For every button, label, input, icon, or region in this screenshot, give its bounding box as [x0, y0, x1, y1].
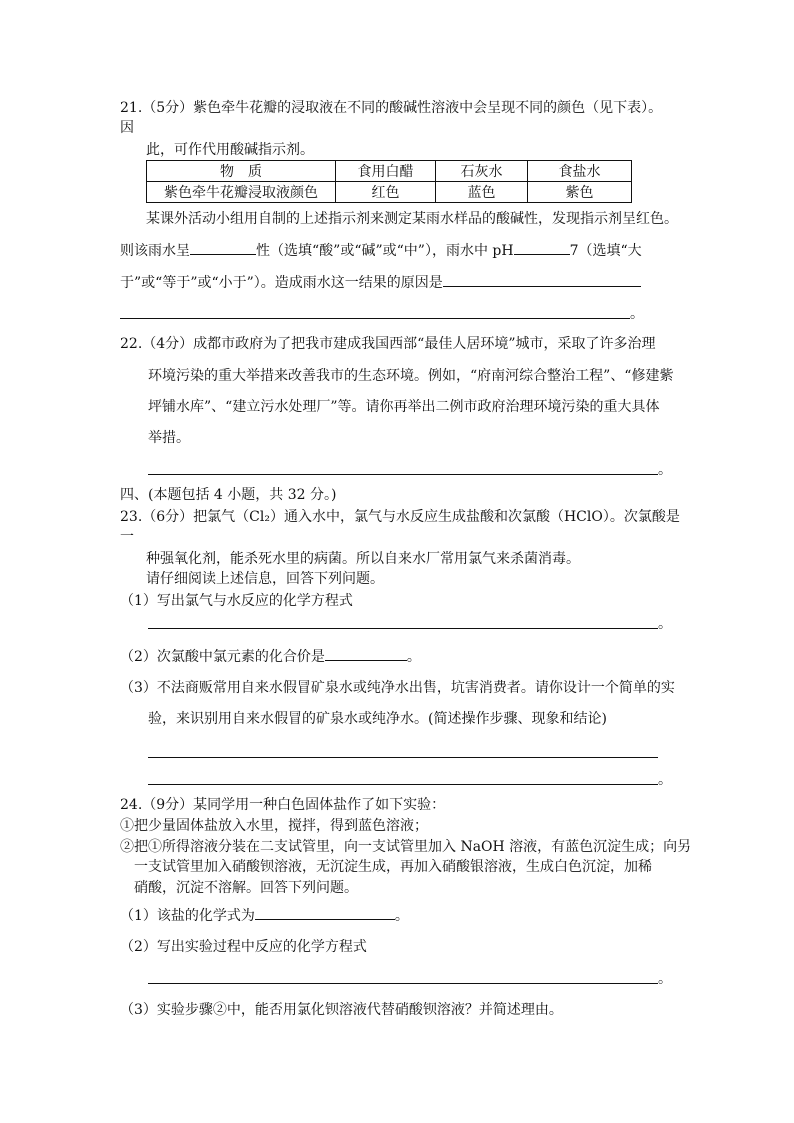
q21-line-5: [120, 272, 641, 293]
q23-part-2: [120, 646, 421, 667]
q24-part-1: [120, 905, 409, 926]
q23-part-2-text: （2）次氯酸中氯元素的化合价是: [120, 649, 325, 665]
period: 。: [658, 971, 672, 987]
q24-step-1: ①把少量固体盐放入水里，搅拌，得到蓝色溶液；: [120, 818, 428, 834]
table-header-row: [147, 161, 632, 182]
q23-part-3b: 验，来识别用自来水假冒的矿泉水或纯净水。(简述操作步骤、现象和结论): [148, 711, 607, 727]
answer-blank-reason-1[interactable]: [443, 272, 641, 287]
q23-line-2: 种强氧化剂，能杀死水里的病菌。所以自来水厂常用氯气来杀菌消毒。: [146, 551, 580, 567]
q24-part-1-text: （1）该盐的化学式为: [120, 908, 255, 924]
period: 。: [630, 306, 644, 322]
table-header-cell: 石灰水: [436, 161, 528, 182]
answer-line-q22[interactable]: [148, 474, 658, 475]
q21-line-4c: 7（选填“大: [569, 243, 642, 259]
answer-blank-salt-formula[interactable]: [255, 905, 395, 920]
table-header-cell: 食用白醋: [336, 161, 436, 182]
section-heading: 四、(本题包括 4 小题，共 32 分。): [120, 487, 337, 503]
q24-step-2a: ②把①所得溶液分装在二支试管里，向一支试管里加入 NaOH 溶液，有蓝色沉淀生成；向另: [120, 839, 692, 855]
q21-line-3: 某课外活动小组用自制的上述指示剂来测定某雨水样品的酸碱性，发现指示剂呈红色。: [146, 211, 678, 227]
table-row: [147, 182, 632, 203]
q22-line-1: 22.（4分）成都市政府为了把我市建成我国西部“最佳人居环境”城市，采取了许多治理: [120, 336, 656, 352]
q21-line-4: [120, 240, 642, 261]
period: 。: [658, 616, 672, 632]
answer-line-q23-3a[interactable]: [148, 757, 658, 758]
table-cell: 蓝色: [436, 182, 528, 203]
q21-line-1b: 因: [120, 120, 134, 136]
period: 。: [406, 649, 421, 665]
answer-blank-ph-compare[interactable]: [514, 240, 570, 255]
answer-line-reason-2[interactable]: [120, 318, 630, 319]
q23-line-3: 请仔细阅读上述信息，回答下列问题。: [146, 571, 384, 587]
q21-line-2: 此，可作代用酸碱指示剂。: [146, 142, 314, 158]
answer-blank-rain-acidity[interactable]: [190, 240, 256, 255]
q22-line-4: 举措。: [148, 430, 190, 446]
q21-line-4a: 则该雨水呈: [120, 243, 190, 259]
period: 。: [394, 908, 409, 924]
indicator-table: [146, 160, 632, 203]
q21-line-5a: 于”或“等于”或“小于”）。造成雨水这一结果的原因是: [120, 275, 443, 291]
q23-part-3a: （3）不法商贩常用自来水假冒矿泉水或纯净水出售，坑害消费者。请你设计一个简单的实: [120, 680, 675, 696]
q22-line-2: 环境污染的重大举措来改善我市的生态环境。例如，“府南河综合整治工程”、“修建紫: [148, 368, 674, 384]
q21-line-1: 21.（5分）紫色牵牛花瓣的浸取液在不同的酸碱性溶液中会呈现不同的颜色（见下表）。: [120, 100, 663, 116]
period: 。: [658, 462, 672, 478]
q22-line-3: 坪铺水库”、“建立污水处理厂”等。请你再举出二例市政府治理环境污染的重大具体: [148, 399, 660, 415]
q24-step-2b: 一支试管里加入硝酸钡溶液，无沉淀生成，再加入硝酸银溶液，生成白色沉淀，加稀: [134, 859, 652, 875]
table-header-cell: 食盐水: [528, 161, 632, 182]
answer-line-q23-1[interactable]: [148, 628, 658, 629]
q24-part-2: （2）写出实验过程中反应的化学方程式: [120, 939, 367, 955]
q24-part-3: （3）实验步骤②中，能否用氯化钡溶液代替硝酸钡溶液？并简述理由。: [120, 1002, 563, 1018]
q23-part-1: （1）写出氯气与水反应的化学方程式: [120, 593, 353, 609]
answer-blank-valence[interactable]: [325, 646, 407, 661]
table-header-cell: 物 质: [147, 161, 336, 182]
q24-line-1: 24.（9分）某同学用一种白色固体盐作了如下实验：: [120, 797, 446, 813]
answer-line-q24-2[interactable]: [148, 983, 658, 984]
q23-line-1b: 一: [120, 529, 134, 545]
table-cell: 紫色: [528, 182, 632, 203]
q24-step-2c: 硝酸，沉淀不溶解。回答下列问题。: [134, 880, 358, 896]
period: 。: [658, 772, 672, 788]
q21-line-4b: 性（选填“酸”或“碱”或“中”），雨水中 pH: [256, 243, 514, 259]
table-cell: 红色: [336, 182, 436, 203]
table-cell: 紫色牵牛花瓣浸取液颜色: [147, 182, 336, 203]
answer-line-q23-3b[interactable]: [148, 784, 658, 785]
q23-line-1: 23.（6分）把氯气（Cl₂）通入水中，氯气与水反应生成盐酸和次氯酸（HClO）。次氯酸是: [120, 509, 680, 525]
